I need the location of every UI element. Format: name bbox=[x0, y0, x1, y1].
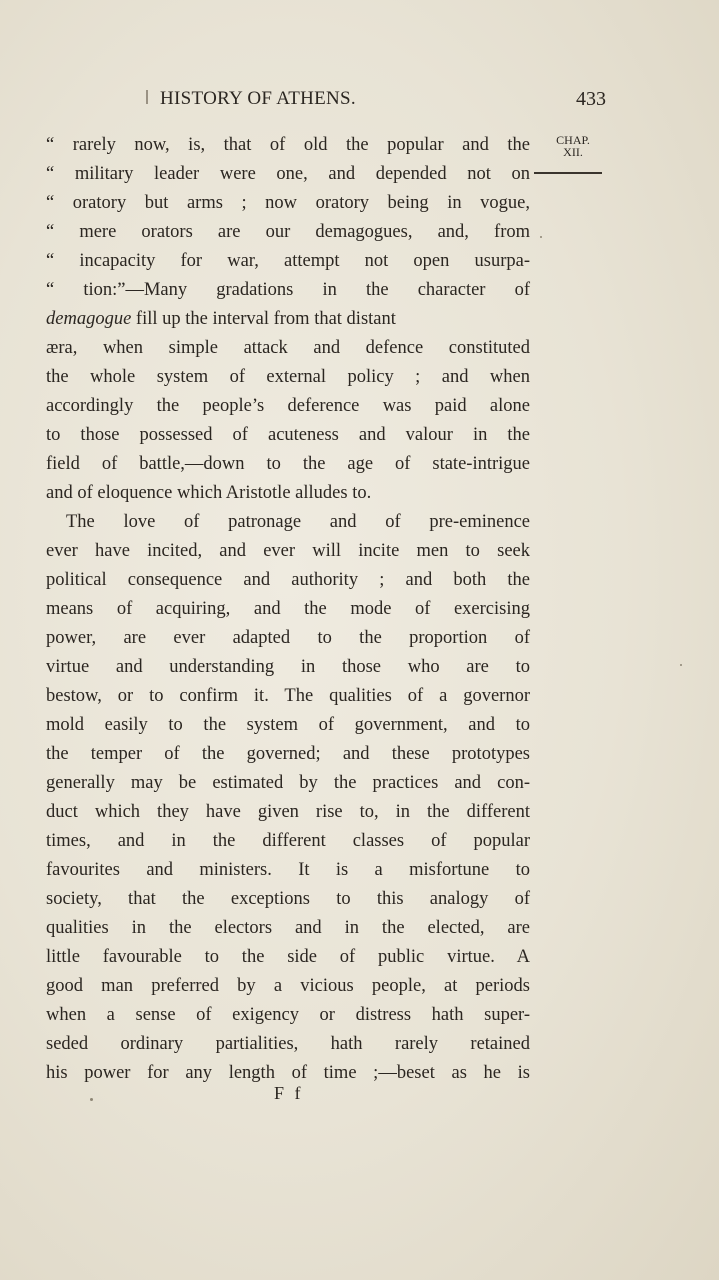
text-line-with-italic bbox=[46, 305, 530, 334]
text-line: “ rarely now, is, that of old the popular and the bbox=[46, 135, 530, 155]
text-line: ever have incited, and ever will incite men to seek bbox=[46, 541, 530, 561]
text-line: his power for any length of time ;—beset as he is bbox=[46, 1063, 530, 1083]
text-line: “ mere orators are our demagogues, and, from bbox=[46, 222, 530, 242]
text-line: bestow, or to confirm it. The qualities of a governor bbox=[46, 686, 530, 706]
chap-number: XII. bbox=[563, 145, 583, 159]
text-line: to those possessed of acuteness and valour in the bbox=[46, 425, 530, 445]
chap-label: CHAP. bbox=[556, 133, 590, 147]
header-mark bbox=[146, 90, 148, 104]
text-line: and of eloquence which Aristotle alludes to. bbox=[46, 483, 372, 503]
text-line: fill up the interval from that distant bbox=[135, 309, 396, 329]
paper-speck bbox=[680, 664, 682, 666]
chapter-rule bbox=[534, 172, 602, 174]
text-line: “ oratory but arms ; now oratory being in vogue, bbox=[46, 193, 530, 213]
chapter-margin-note bbox=[548, 134, 598, 158]
text-line: society, that the exceptions to this analogy of bbox=[46, 889, 530, 909]
signature-mark: F f bbox=[274, 1083, 304, 1103]
text-line: good man preferred by a vicious people, at periods bbox=[46, 976, 530, 996]
text-line: when a sense of exigency or distress hath super- bbox=[46, 1005, 530, 1025]
text-line: “ tion:”—Many gradations in the character of bbox=[46, 280, 530, 300]
text-line: “ incapacity for war, attempt not open usurpa- bbox=[46, 251, 530, 271]
text-line: means of acquiring, and the mode of exercising bbox=[46, 599, 530, 619]
text-line: the temper of the governed; and these prototypes bbox=[46, 744, 530, 764]
italic-term: demagogue bbox=[46, 309, 132, 329]
text-line: generally may be estimated by the practices and con- bbox=[46, 773, 530, 793]
body-text bbox=[46, 131, 530, 1088]
text-line: virtue and understanding in those who are to bbox=[46, 657, 530, 677]
text-line: “ military leader were one, and depended not on bbox=[46, 164, 530, 184]
text-line: mold easily to the system of government, and to bbox=[46, 715, 530, 735]
text-line: duct which they have given rise to, in the different bbox=[46, 802, 530, 822]
text-line: qualities in the electors and in the elected, are bbox=[46, 918, 530, 938]
text-line: The love of patronage and of pre-eminence bbox=[66, 512, 530, 532]
paper-speck bbox=[90, 1098, 93, 1101]
text-line: political consequence and authority ; and both the bbox=[46, 570, 530, 590]
text-line: æra, when simple attack and defence constituted bbox=[46, 338, 530, 358]
text-line: times, and in the different classes of popular bbox=[46, 831, 530, 851]
page-number: 433 bbox=[576, 88, 606, 110]
running-title: HISTORY OF ATHENS. bbox=[160, 88, 356, 109]
text-line: field of battle,—down to the age of state-intrigue bbox=[46, 454, 530, 474]
text-line: little favourable to the side of public virtue. A bbox=[46, 947, 530, 967]
text-line: power, are ever adapted to the proportion of bbox=[46, 628, 530, 648]
text-line: the whole system of external policy ; and when bbox=[46, 367, 530, 387]
text-line: accordingly the people’s deference was paid alone bbox=[46, 396, 530, 416]
paper-speck bbox=[540, 236, 542, 238]
text-line: favourites and ministers. It is a misfortune to bbox=[46, 860, 530, 880]
text-line: seded ordinary partialities, hath rarely retained bbox=[46, 1034, 530, 1054]
